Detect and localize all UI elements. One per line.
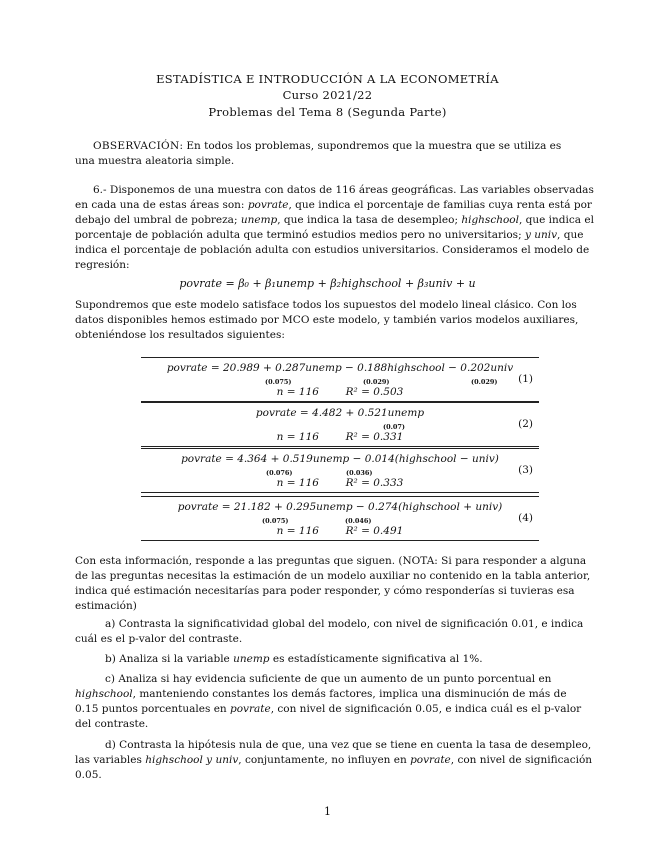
observacion-paragraph: OBSERVACIÓN: En todos los problemas, supondremos que la muestra que se utiliza es una muestra aleatoria simple. <box>75 140 562 167</box>
estimation-3-se: (0.076) <box>266 469 293 477</box>
question-b: b) Analiza si la variable unemp es estadísticamente significativa al 1%. <box>105 653 483 665</box>
estimation-1-stats: n = 116 R² = 0.503 <box>276 386 404 398</box>
estimation-2-number: (2) <box>518 418 533 430</box>
estimation-3-number: (3) <box>518 464 533 476</box>
estimation-4-se: (0.046) <box>345 517 372 525</box>
estimation-1-equation: povrate = 20.989 + 0.287unemp − 0.188highschool − 0.202univ <box>166 362 514 374</box>
estimation-1-se: (0.029) <box>363 378 390 386</box>
regression-model: povrate = β₀ + β₁unemp + β₂highschool + β₃univ + u <box>179 277 476 290</box>
estimation-1-se: (0.029) <box>471 378 498 386</box>
estimation-4-equation: povrate = 21.182 + 0.295unemp − 0.274(highschool + univ) <box>177 501 503 513</box>
estimation-3-stats: n = 116 R² = 0.333 <box>276 477 404 489</box>
course-label: Curso 2021/22 <box>282 88 373 102</box>
problem-6-assumptions: Supondremos que este modelo satisface todos los supuestos del modelo lineal clásico. Con los datos disponibles hemos estimado por MCO este modelo, y también varios modelos auxiliares, obteniéndose los resultados siguientes: <box>75 299 579 341</box>
estimation-3-se: (0.036) <box>346 469 373 477</box>
question-c: c) Analiza si hay evidencia suficiente de que un aumento de un punto porcentual en highschool, manteniendo constantes los demás factores, implica una disminución de más de 0.15 puntos porcentuales en povrate, con nivel de significación 0.05, e indica cuál es el p-valor del contraste. <box>75 673 582 730</box>
subtitle: Problemas del Tema 8 (Segunda Parte) <box>208 105 447 119</box>
problem-6-intro: 6.- Disponemos de una muestra con datos de 116 áreas geográficas. Las variables observadas en cada una de estas áreas son: povrate, que indica el porcentaje de familias cuya renta está por debajo del umbral de pobreza; unemp, que indica la tasa de desempleo; highschool, que indica el porcentaje de población adulta que terminó estudios medios pero no universitarios; y univ, que indica el porcentaje de población adulta con estudios universitarios. Consideramos el modelo de regresión: <box>75 184 594 271</box>
estimation-1 <box>141 357 539 402</box>
question-a: a) Contrasta la significatividad global del modelo, con nivel de significación 0.01, e indica cuál es el p-valor del contraste. <box>75 618 584 645</box>
estimation-2-se: (0.07) <box>383 423 405 431</box>
estimation-4 <box>141 496 539 541</box>
estimation-2-stats: n = 116 R² = 0.331 <box>276 431 404 443</box>
estimation-2 <box>141 402 539 447</box>
question-d: d) Contrasta la hipótesis nula de que, una vez que se tiene en cuenta la tasa de desempleo, las variables highschool y univ, conjuntamente, no influyen en povrate, con nivel de significación 0.05. <box>75 739 593 781</box>
document-title: ESTADÍSTICA E INTRODUCCIÓN A LA ECONOMETRÍA <box>156 72 499 86</box>
estimation-1-se: (0.075) <box>265 378 292 386</box>
estimation-4-se: (0.075) <box>262 517 289 525</box>
page-number: 1 <box>324 805 331 818</box>
estimation-1-number: (1) <box>518 373 533 385</box>
estimation-4-stats: n = 116 R² = 0.491 <box>276 525 404 537</box>
info-paragraph: Con esta información, responde a las preguntas que siguen. (NOTA: Si para responder a alguna de las preguntas necesitas la estimación de un modelo auxiliar no contenido en la tabla anterior, indica qué estimación necesitarías para poder responder, y cómo responderías si tuvieras esa estimación) <box>75 555 591 612</box>
estimation-2-equation: povrate = 4.482 + 0.521unemp <box>255 407 425 419</box>
observacion-label: OBSERVACIÓN <box>93 140 180 152</box>
estimation-3 <box>141 448 539 493</box>
estimation-4-number: (4) <box>518 512 533 524</box>
estimation-3-equation: povrate = 4.364 + 0.519unemp − 0.014(highschool − univ) <box>181 453 499 465</box>
